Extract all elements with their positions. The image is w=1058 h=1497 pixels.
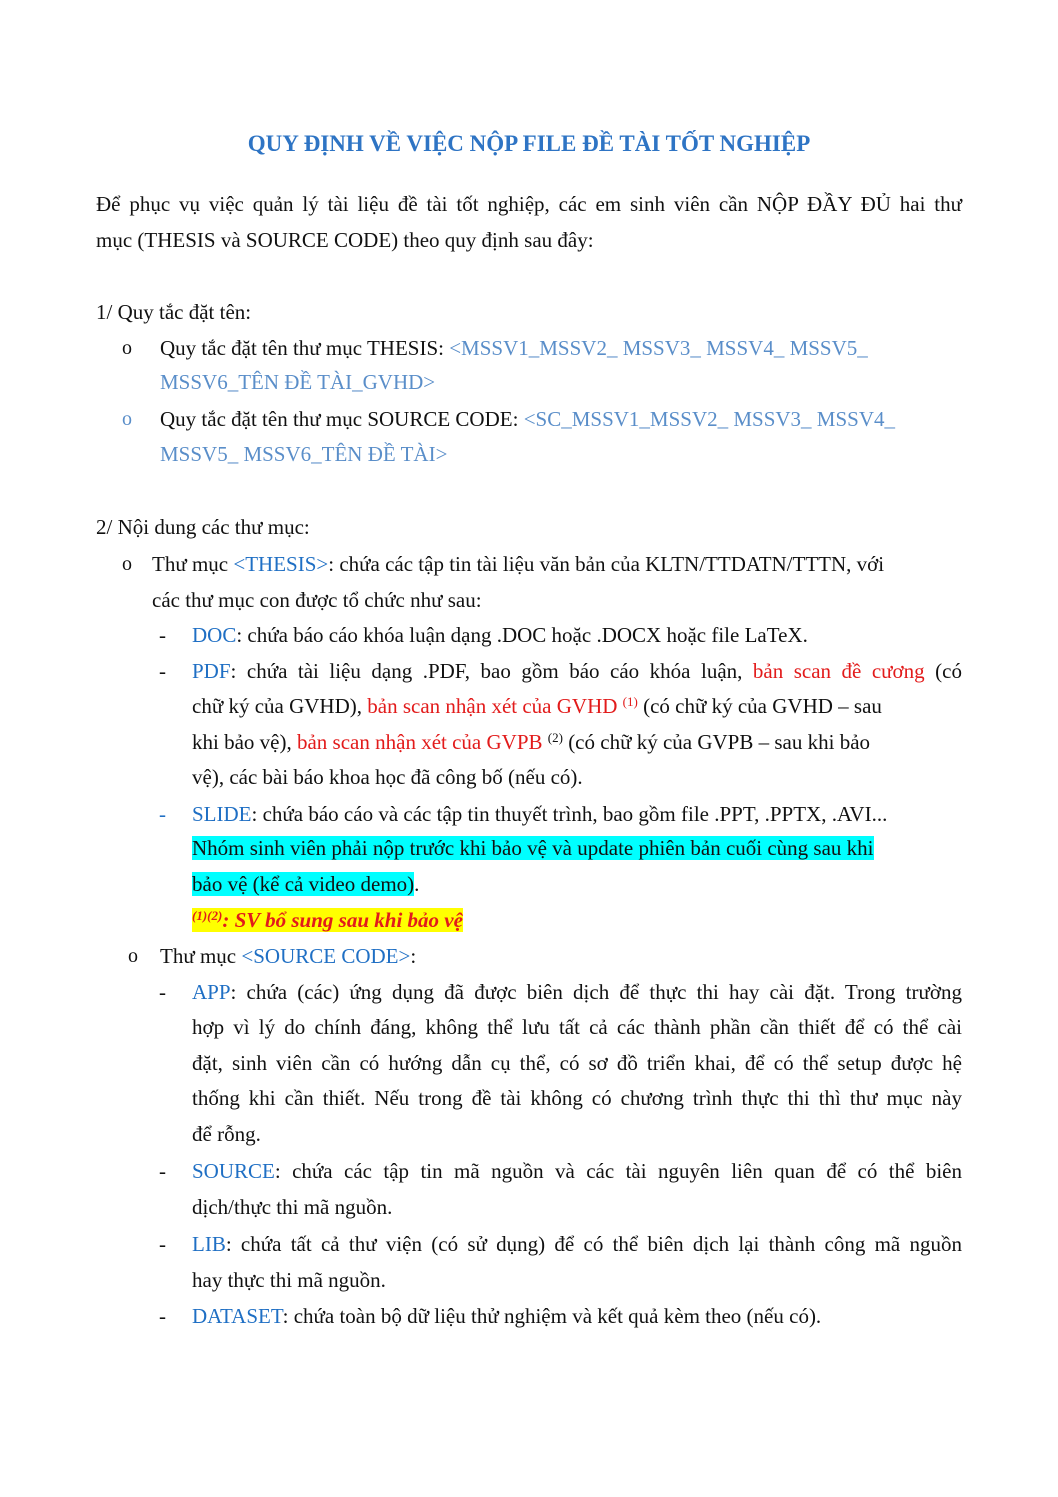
bullet-o: o (122, 553, 132, 575)
app-item: APP: chứa (các) ứng dụng đã được biên dịch để thực thi hay cài đặt. Trong trường (192, 980, 962, 1004)
thesis-folder-name: <THESIS> (233, 552, 329, 576)
source-folder-desc: Thư mục <SOURCE CODE>: (160, 944, 417, 968)
naming-rule-thesis-value: <MSSV1_MSSV2_ MSSV3_ MSSV4_ MSSV5_ (449, 336, 868, 360)
intro-line-1: Để phục vụ việc quản lý tài liệu đề tài tốt nghiệp, các em sinh viên cần NỘP ĐẦY ĐỦ hai thư (96, 192, 962, 216)
app-item-line-2: hợp vì lý do chính đáng, không thể lưu tất cả các thành phần cần thiết để có thể cài (192, 1015, 962, 1039)
app-folder-name: APP (192, 980, 231, 1004)
app-item-line-4: thống khi cần thiết. Nếu trong đề tài không có chương trình thực thi thì thư mục này (192, 1086, 962, 1110)
pdf-item: PDF: chứa tài liệu dạng .PDF, bao gồm báo cáo khóa luận, bản scan đề cương (có (192, 659, 962, 683)
dash-bullet: - (159, 980, 166, 1004)
dash-bullet: - (159, 659, 166, 683)
doc-item: DOC: chứa báo cáo khóa luận dạng .DOC hoặc .DOCX hoặc file LaTeX. (192, 623, 808, 647)
dataset-item: DATASET: chứa toàn bộ dữ liệu thử nghiệm và kết quả kèm theo (nếu có). (192, 1304, 822, 1328)
slide-note-highlight-cont: bảo vệ (kể cả video demo). (192, 872, 420, 896)
naming-rule-source (160, 406, 895, 432)
section2-heading: 2/ Nội dung các thư mục: (96, 515, 310, 539)
lib-folder-name: LIB (192, 1232, 226, 1256)
pdf-folder-name: PDF (192, 659, 231, 683)
bullet-o: o (128, 945, 138, 967)
dash-bullet: - (159, 1304, 166, 1328)
naming-rule-thesis-value-cont: MSSV6_TÊN ĐỀ TÀI_GVHD> (160, 370, 436, 394)
lib-item: LIB: chứa tất cả thư viện (có sử dụng) để có thể biên dịch lại thành công mã nguồn (192, 1232, 962, 1256)
slide-folder-name: SLIDE (192, 802, 252, 826)
pdf-item-line-4: vệ), các bài báo khoa học đã công bố (nếu có). (192, 765, 583, 789)
intro-line-2: mục (THESIS và SOURCE CODE) theo quy định sau đây: (96, 228, 594, 252)
app-item-line-5: để rỗng. (192, 1122, 261, 1146)
dash-bullet: - (159, 623, 166, 647)
supplement-note: $^{(1)(2)}$: SV bổ sung sau khi bảo vệ (192, 908, 463, 932)
source-item-line-2: dịch/thực thi mã nguồn. (192, 1195, 393, 1219)
bullet-o: o (122, 408, 132, 430)
app-item-line-3: đặt, sinh viên cần có hướng dẫn cụ thể, có sơ đồ triển khai, để có thể setup được hệ (192, 1051, 962, 1075)
lib-item-line-2: hay thực thi mã nguồn. (192, 1268, 386, 1292)
thesis-folder-desc-cont: các thư mục con được tổ chức như sau: (152, 588, 482, 612)
pdf-item-line-2: chữ ký của GVHD), bản scan nhận xét của GVHD $^{(1)}$ (có chữ ký của GVHD – sau (192, 694, 882, 718)
pdf-item-line-3: khi bảo vệ), bản scan nhận xét của GVPB $^{(2)}$ (có chữ ký của GVPB – sau khi bảo (192, 730, 871, 754)
slide-note-highlight: Nhóm sinh viên phải nộp trước khi bảo vệ và update phiên bản cuối cùng sau khi (192, 836, 874, 860)
thesis-folder-desc: Thư mục <THESIS>: chứa các tập tin tài liệu văn bản của KLTN/TTDATN/TTTN, với (152, 552, 885, 576)
dash-bullet: - (159, 802, 166, 826)
source-dir-name: SOURCE (192, 1159, 275, 1183)
page-title: QUY ĐỊNH VỀ VIỆC NỘP FILE ĐỀ TÀI TỐT NGHIỆP (247, 131, 811, 156)
naming-rule-thesis-prefix: Quy tắc đặt tên thư mục THESIS: (160, 336, 450, 360)
slide-item: SLIDE: chứa báo cáo và các tập tin thuyết trình, bao gồm file .PPT, .PPTX, .AVI... (192, 802, 888, 826)
bullet-o: o (122, 337, 132, 359)
dash-bullet: - (159, 1232, 166, 1256)
naming-rule-thesis (160, 335, 868, 361)
source-item: SOURCE: chứa các tập tin mã nguồn và các tài nguyên liên quan để có thể biên (192, 1159, 962, 1183)
section1-heading: 1/ Quy tắc đặt tên: (96, 300, 252, 324)
dataset-folder-name: DATASET (192, 1304, 283, 1328)
dash-bullet: - (159, 1159, 166, 1183)
naming-rule-source-prefix: Quy tắc đặt tên thư mục SOURCE CODE: (160, 407, 524, 431)
naming-rule-source-value: <SC_MSSV1_MSSV2_ MSSV3_ MSSV4_ (523, 407, 896, 431)
source-folder-name: <SOURCE CODE> (241, 944, 411, 968)
naming-rule-source-value-cont: MSSV5_ MSSV6_TÊN ĐỀ TÀI> (160, 442, 448, 466)
doc-folder-name: DOC (192, 623, 237, 647)
